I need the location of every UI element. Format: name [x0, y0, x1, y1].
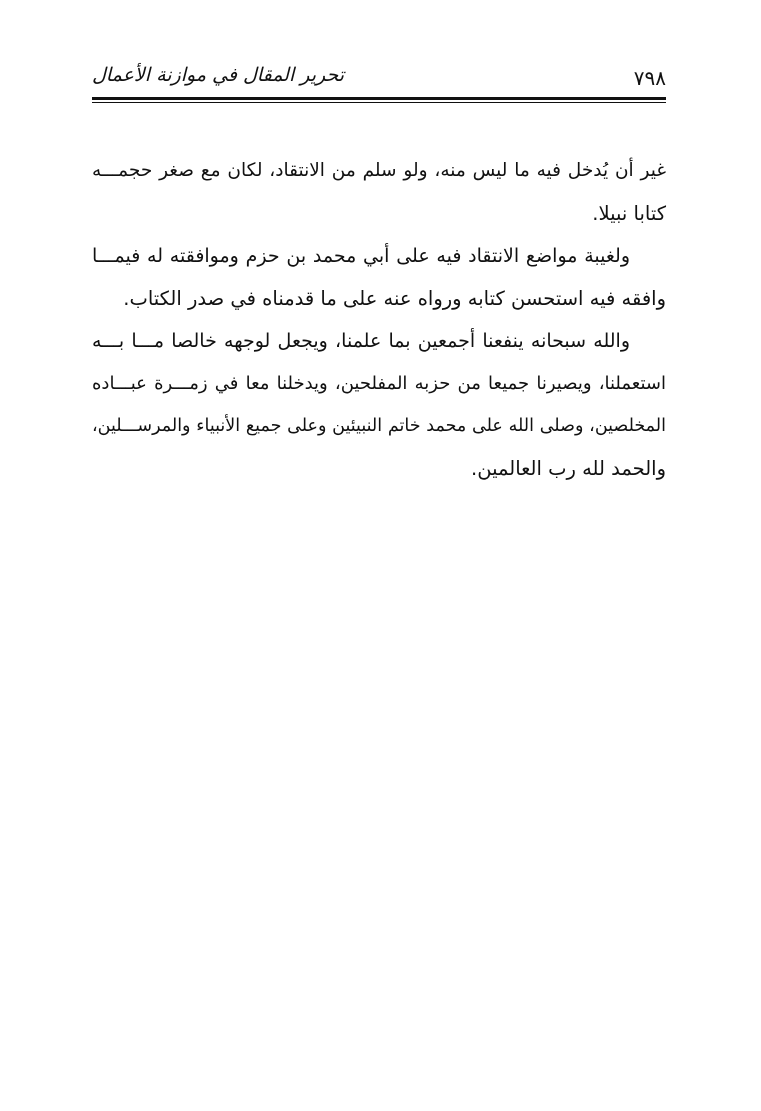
text-line: وافقه فيه استحسن كتابه ورواه عنه على ما قدمناه في صدر الكتاب. — [123, 286, 666, 310]
text-line: استعملنا، ويصيرنا جميعا من حزبه المفلحين، ويدخلنا معا في زمـــرة عبـــاده — [92, 372, 666, 394]
text-line: المخلصين، وصلى الله على محمد خاتم النبيئين وعلى جميع الأنبياء والمرســـلين، — [92, 416, 666, 436]
page-header — [92, 62, 666, 98]
header-rule-thin — [92, 102, 666, 103]
text-line: والحمد لله رب العالمين. — [471, 456, 666, 480]
page-number: ٧٩٨ — [633, 66, 666, 90]
paragraph-3 — [92, 320, 666, 490]
text-line: كتابا نبيلا. — [592, 201, 666, 225]
text-line: والله سبحانه ينفعنا أجمعين بما علمنا، ويجعل لوجهه خالصا مـــا بـــه — [92, 330, 630, 352]
body-text — [92, 150, 666, 490]
text-line: غير أن يُدخل فيه ما ليس منه، ولو سلم من الانتقاد، لكان مع صغر حجمـــه — [92, 160, 666, 181]
paragraph-2 — [92, 235, 666, 320]
header-rule — [92, 97, 666, 100]
paragraph-1 — [92, 150, 666, 235]
text-line: ولغيبة مواضع الانتقاد فيه على أبي محمد بن حزم وموافقته له فيمـــا — [92, 245, 630, 267]
running-title: تحرير المقال في موازنة الأعمال — [92, 64, 345, 86]
